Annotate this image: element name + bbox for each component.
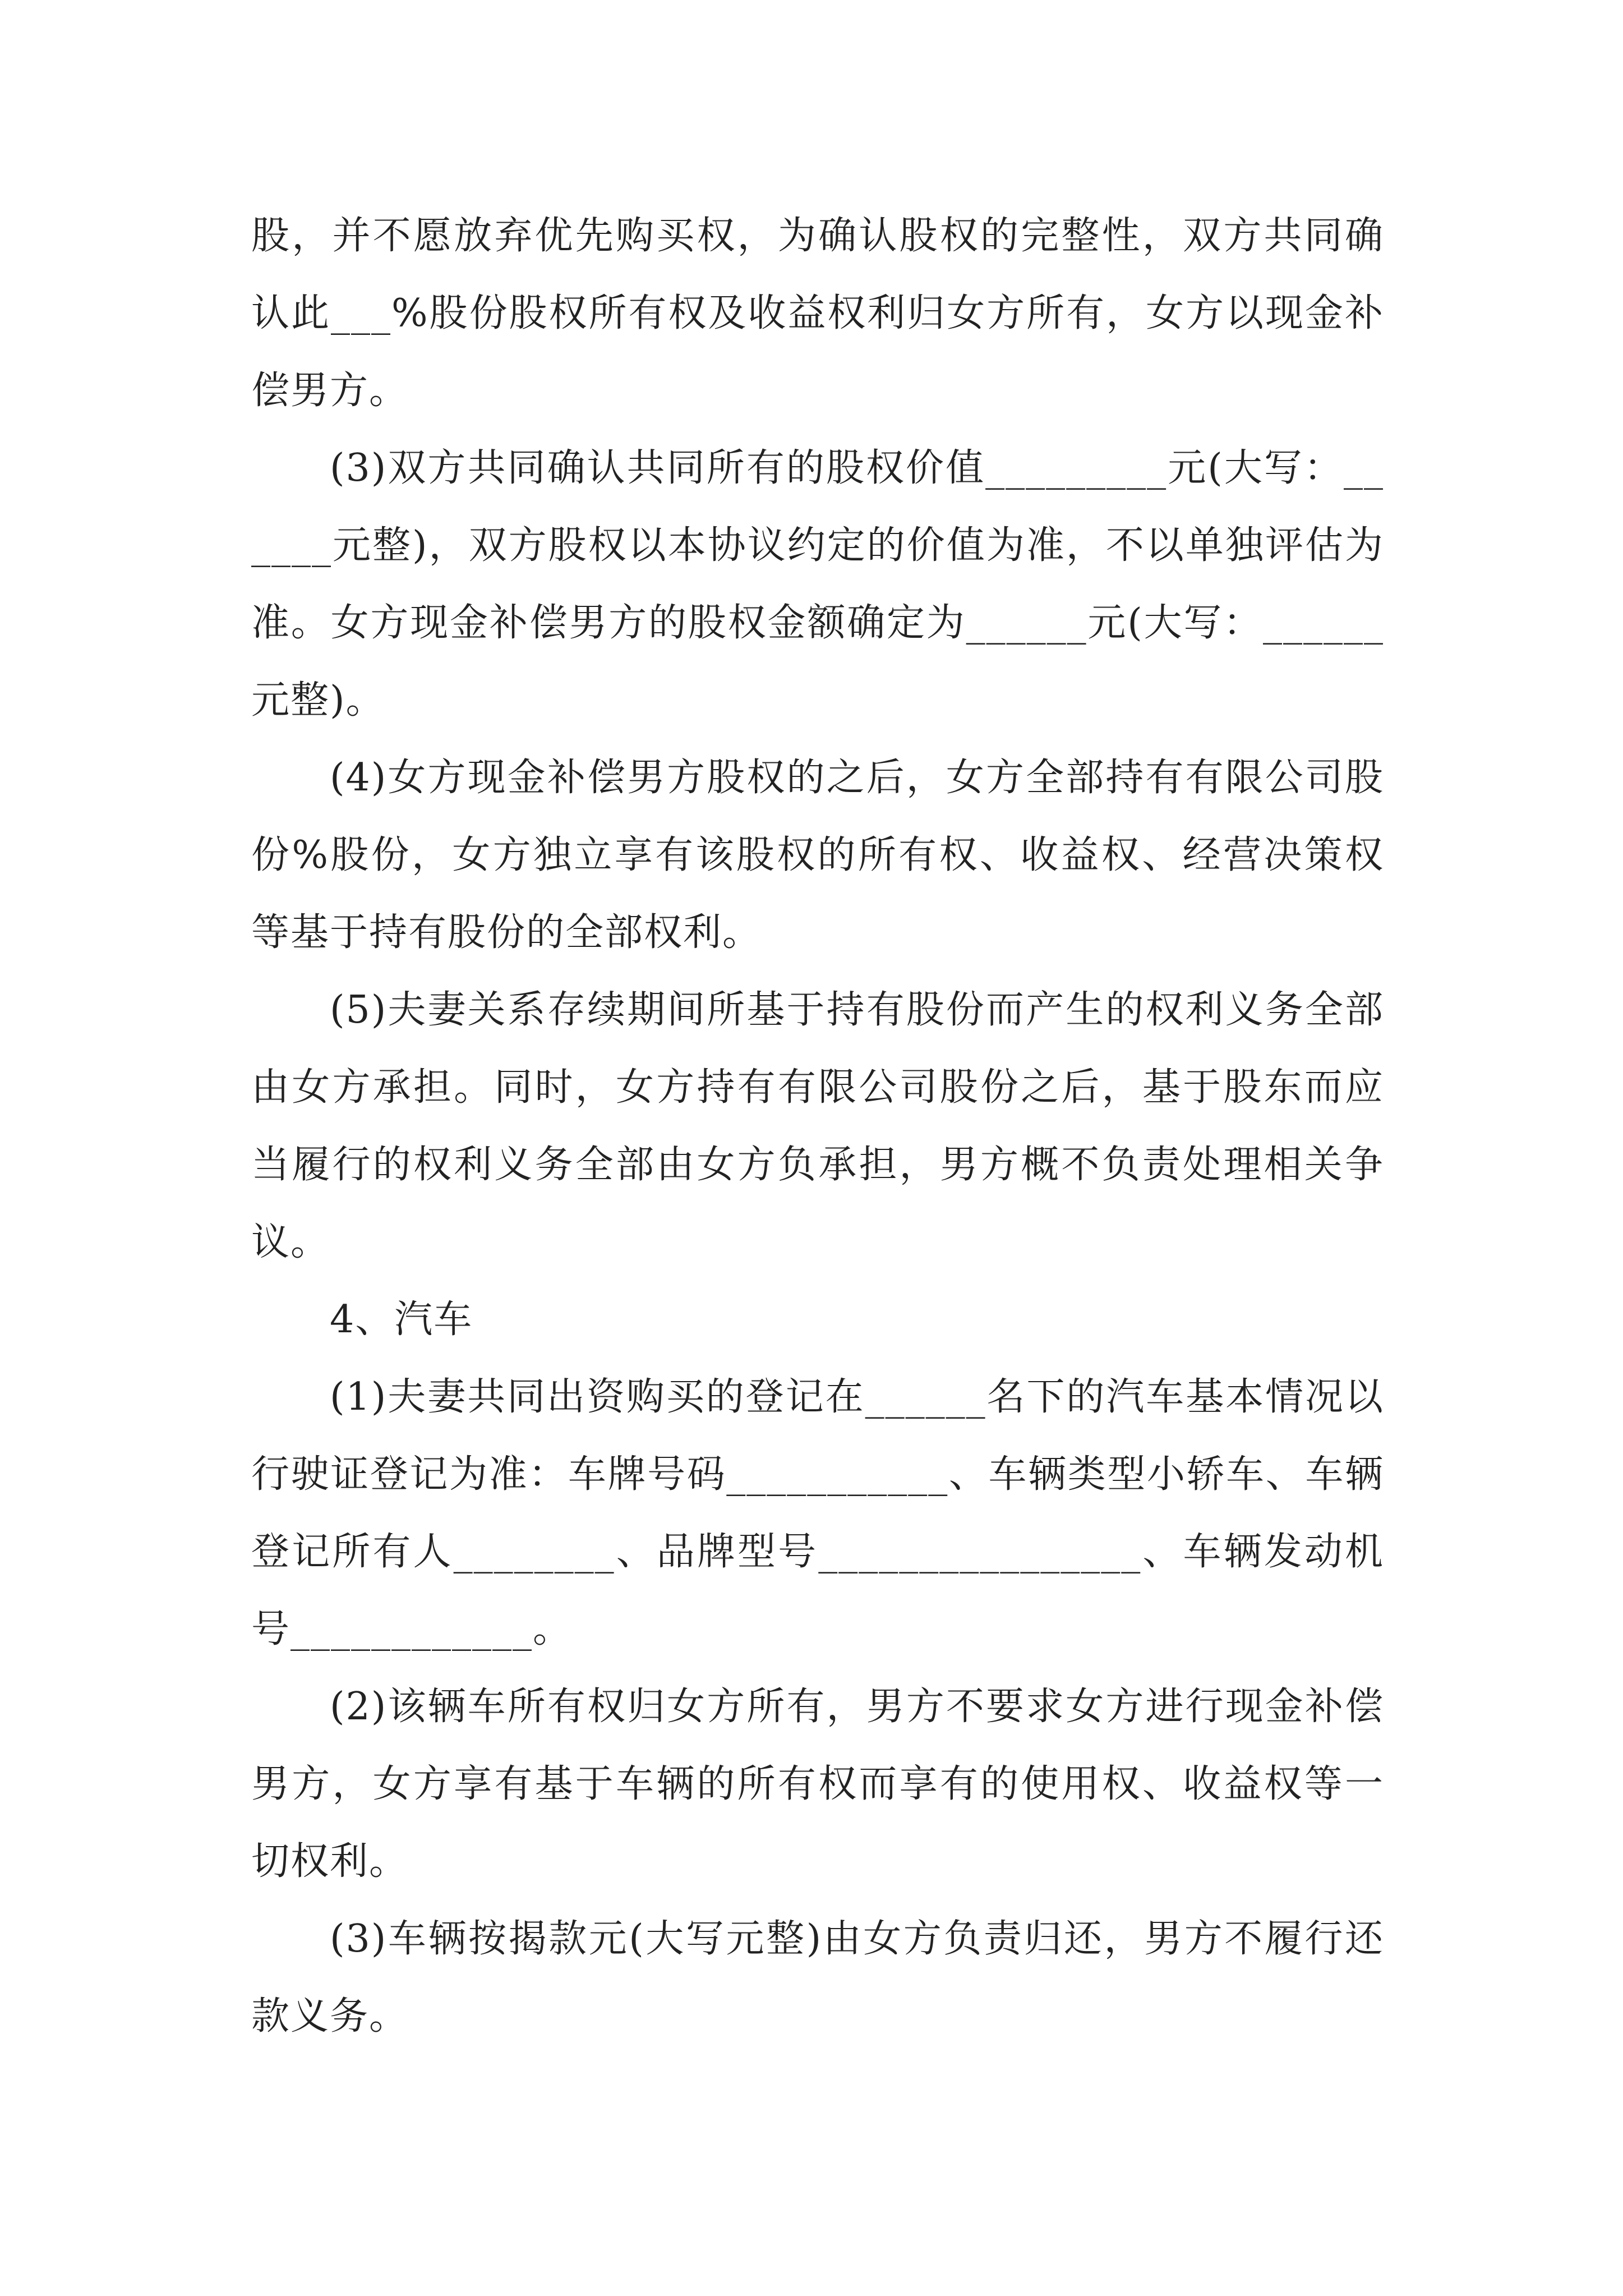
paragraph-car-item-2-ownership: (2)该辆车所有权归女方所有，男方不要求女方进行现金补偿男方，女方享有基于车辆的所有权而享有的使用权、收益权等一切权利。 bbox=[251, 1685, 1384, 1884]
paragraph-item-3-share-value: (3)双方共同确认共同所有的股权价值_________元(大写：______元整)，双方股权以本协议约定的价值为准，不以单独评估为准。女方现金补偿男方的股权金额确定为______元(大写：______元整)。 bbox=[251, 446, 1384, 723]
paragraph-car-item-3-loan: (3)车辆按揭款元(大写元整)由女方负责归还，男方不履行还款义务。 bbox=[251, 1917, 1384, 2039]
section-heading-car: 4、汽车 bbox=[330, 1297, 473, 1342]
paragraph-item-5-obligations: (5)夫妻关系存续期间所基于持有股份而产生的权利义务全部由女方承担。同时，女方持有有限公司股份之后，基于股东而应当履行的权利义务全部由女方负承担，男方概不负责处理相关争议。 bbox=[251, 988, 1384, 1264]
document-body bbox=[251, 197, 1384, 2055]
paragraph-item-4-female-holding: (4)女方现金补偿男方股权的之后，女方全部持有有限公司股份%股份，女方独立享有该股权的所有权、收益权、经营决策权等基于持有股份的全部权利。 bbox=[251, 756, 1384, 955]
paragraph-car-item-1-details: (1)夫妻共同出资购买的登记在______名下的汽车基本情况以行驶证登记为准：车牌号码___________、车辆类型小轿车、车辆登记所有人________、品牌型号________________、车辆发动机号____________。 bbox=[251, 1375, 1384, 1651]
paragraph-share-continuation: 股，并不愿放弃优先购买权，为确认股权的完整性，双方共同确认此___%股份股权所有权及收益权利归女方所有，女方以现金补偿男方。 bbox=[251, 214, 1384, 413]
